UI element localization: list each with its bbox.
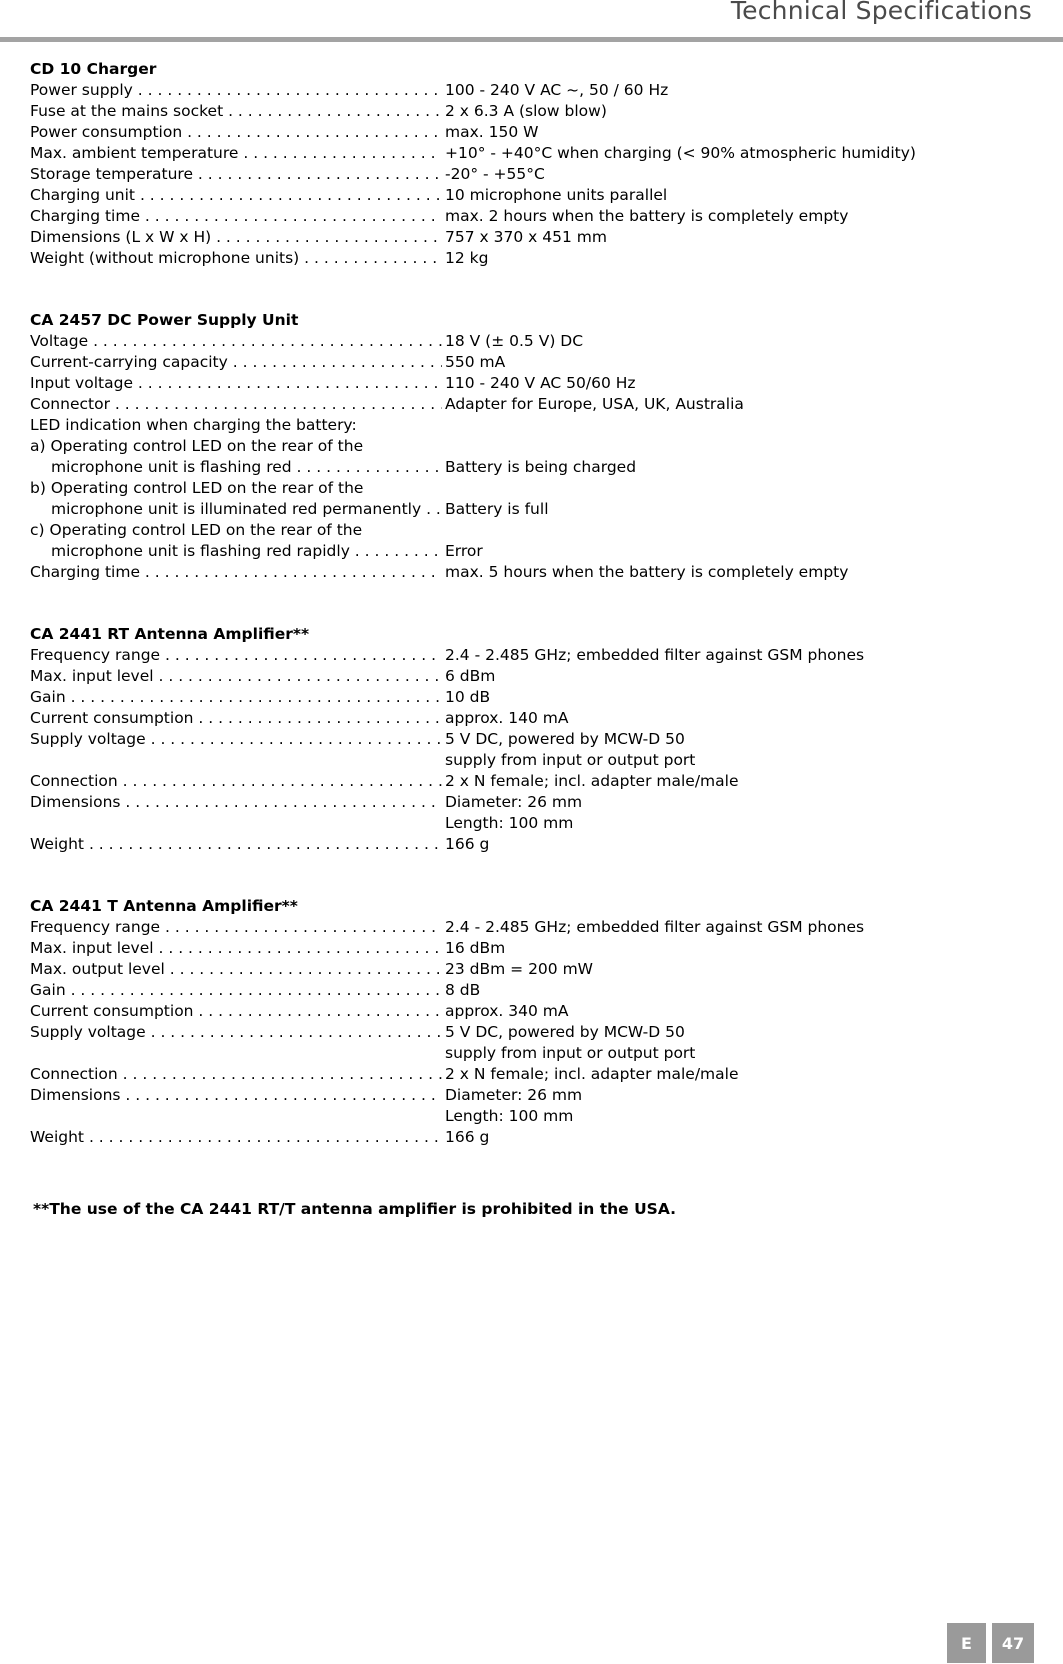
spec-row [30,1127,1040,1148]
spec-row [30,750,1040,771]
spec-row [30,1064,1040,1085]
spec-value: 2 x 6.3 A (slow blow) [445,102,607,120]
spec-row [30,164,1040,185]
spec-row [30,645,1040,666]
section-title: CA 2441 T Antenna Amplifier** [30,897,298,915]
spec-value: +10° - +40°C when charging (< 90% atmospheric humidity) [445,144,916,162]
spec-row [30,1001,1040,1022]
spec-row [30,101,1040,122]
spec-value [442,415,445,436]
spec-row [30,122,1040,143]
spec-value: 550 mA [445,353,506,371]
spec-label: Charging unit . . . [30,185,442,206]
spec-row [30,541,1040,562]
spec-label [30,813,442,834]
spec-row [30,1022,1040,1043]
spec-label: Frequency range . . . [30,645,442,666]
spec-label: Max. input level . . . [30,938,442,959]
spec-value: supply from input or output port [445,751,696,769]
spec-row [30,1106,1040,1127]
spec-label: Connection . . . [30,771,442,792]
spec-value: max. 150 W [445,123,539,141]
spec-row [30,499,1040,520]
spec-row [30,562,1040,583]
spec-row [30,520,1040,541]
spec-value: 18 V (± 0.5 V) DC [445,332,584,350]
spec-row [30,206,1040,227]
spec-value: Diameter: 26 mm [445,1086,583,1104]
spec-value: 166 g [445,835,490,853]
spec-label: b) Operating control LED on the rear of the [30,479,364,497]
spec-label: Charging time . . . [30,206,442,227]
spec-row [30,248,1040,269]
spec-label: microphone unit is illuminated red permanently . . . [30,499,442,520]
spec-label: Weight . . . [30,1127,442,1148]
spec-value [442,478,445,499]
spec-label: Connector . . . [30,394,442,415]
spec-label: Gain . . . [30,980,442,1001]
spec-label: Dimensions (L x W x H) . . . [30,227,442,248]
language-badge: E [947,1623,986,1663]
spec-label: a) Operating control LED on the rear of the [30,437,364,455]
section-title: CD 10 Charger [30,60,157,78]
spec-label: Max. input level . . . [30,666,442,687]
spec-label: Input voltage . . . [30,373,442,394]
spec-row [30,394,1040,415]
spec-value: 110 - 240 V AC 50/60 Hz [445,374,636,392]
spec-row [30,352,1040,373]
spec-label: Fuse at the mains socket . . . [30,101,442,122]
spec-value: 12 kg [445,249,489,267]
spec-row [30,813,1040,834]
spec-label: Supply voltage . . . [30,729,442,750]
spec-row [30,227,1040,248]
spec-label [30,750,442,771]
spec-row [30,834,1040,855]
spec-row [30,666,1040,687]
spec-label: Connection . . . [30,1064,442,1085]
spec-row [30,1043,1040,1064]
spec-label: Current-carrying capacity . . . [30,352,442,373]
spec-value: 757 x 370 x 451 mm [445,228,607,246]
spec-row [30,917,1040,938]
spec-row [30,415,1040,436]
spec-row [30,959,1040,980]
spec-value: 5 V DC, powered by MCW-D 50 [445,730,685,748]
spec-label: c) Operating control LED on the rear of the [30,521,363,539]
spec-label: microphone unit is flashing red . . . [30,457,442,478]
spec-label [30,1043,442,1064]
header-divider [0,37,1063,42]
spec-value: Battery is being charged [445,458,637,476]
spec-row [30,687,1040,708]
spec-row [30,143,1040,164]
spec-label: Max. output level . . . [30,959,442,980]
spec-value: Length: 100 mm [445,814,574,832]
spec-label [30,1106,442,1127]
spec-value: 2 x N female; incl. adapter male/male [445,1065,739,1083]
spec-row [30,373,1040,394]
spec-value: 10 dB [445,688,491,706]
spec-value: 6 dBm [445,667,496,685]
spec-section [30,624,1040,855]
spec-value: Adapter for Europe, USA, UK, Australia [445,395,744,413]
spec-value: 2 x N female; incl. adapter male/male [445,772,739,790]
spec-label: Gain . . . [30,687,442,708]
spec-row [30,331,1040,352]
spec-label: Dimensions . . . [30,1085,442,1106]
spec-row [30,938,1040,959]
page-number: 47 [992,1623,1034,1663]
spec-label: Current consumption . . . [30,708,442,729]
spec-value [442,436,445,457]
spec-value: Diameter: 26 mm [445,793,583,811]
spec-label: Frequency range . . . [30,917,442,938]
spec-label: Dimensions . . . [30,792,442,813]
spec-row [30,771,1040,792]
footnote: **The use of the CA 2441 RT/T antenna amplifier is prohibited in the USA. [33,1200,677,1218]
spec-row [30,80,1040,101]
spec-section [30,310,1040,583]
spec-value: Length: 100 mm [445,1107,574,1125]
spec-value: 23 dBm = 200 mW [445,960,593,978]
spec-label: Supply voltage . . . [30,1022,442,1043]
spec-label: Voltage . . . [30,331,442,352]
spec-section [30,59,1040,269]
section-title: CA 2441 RT Antenna Amplifier** [30,625,310,643]
spec-value: 100 - 240 V AC ~, 50 / 60 Hz [445,81,669,99]
spec-content [30,59,1040,1189]
spec-value: Battery is full [445,500,549,518]
spec-row [30,792,1040,813]
spec-row [30,729,1040,750]
spec-value: max. 5 hours when the battery is completely empty [445,563,849,581]
spec-value: 10 microphone units parallel [445,186,668,204]
spec-row [30,436,1040,457]
page-footer [947,1623,1034,1663]
spec-row [30,457,1040,478]
spec-label: Weight (without microphone units) . . . [30,248,442,269]
spec-value: 5 V DC, powered by MCW-D 50 [445,1023,685,1041]
spec-label: microphone unit is flashing red rapidly . . . [30,541,442,562]
spec-value: -20° - +55°C [445,165,545,183]
spec-row [30,708,1040,729]
spec-value: 2.4 - 2.485 GHz; embedded filter against GSM phones [445,646,865,664]
spec-row [30,980,1040,1001]
spec-value: 166 g [445,1128,490,1146]
spec-label: Power supply . . . [30,80,442,101]
spec-row [30,185,1040,206]
spec-value: 16 dBm [445,939,506,957]
spec-label: Weight . . . [30,834,442,855]
spec-section [30,896,1040,1148]
spec-value: approx. 340 mA [445,1002,569,1020]
spec-value: max. 2 hours when the battery is completely empty [445,207,849,225]
spec-label: Max. ambient temperature . . . [30,143,442,164]
spec-row [30,1085,1040,1106]
spec-value: Error [445,542,483,560]
spec-value: supply from input or output port [445,1044,696,1062]
spec-label: Storage temperature . . . [30,164,442,185]
spec-value: approx. 140 mA [445,709,569,727]
page-header-title: Technical Specifications [730,0,1032,25]
spec-value: 2.4 - 2.485 GHz; embedded filter against GSM phones [445,918,865,936]
spec-label: Power consumption . . . [30,122,442,143]
spec-value: 8 dB [445,981,481,999]
section-title: CA 2457 DC Power Supply Unit [30,311,299,329]
spec-label: LED indication when charging the battery: [30,416,357,434]
spec-value [442,520,445,541]
spec-label: Current consumption . . . [30,1001,442,1022]
spec-label: Charging time . . . [30,562,442,583]
spec-row [30,478,1040,499]
